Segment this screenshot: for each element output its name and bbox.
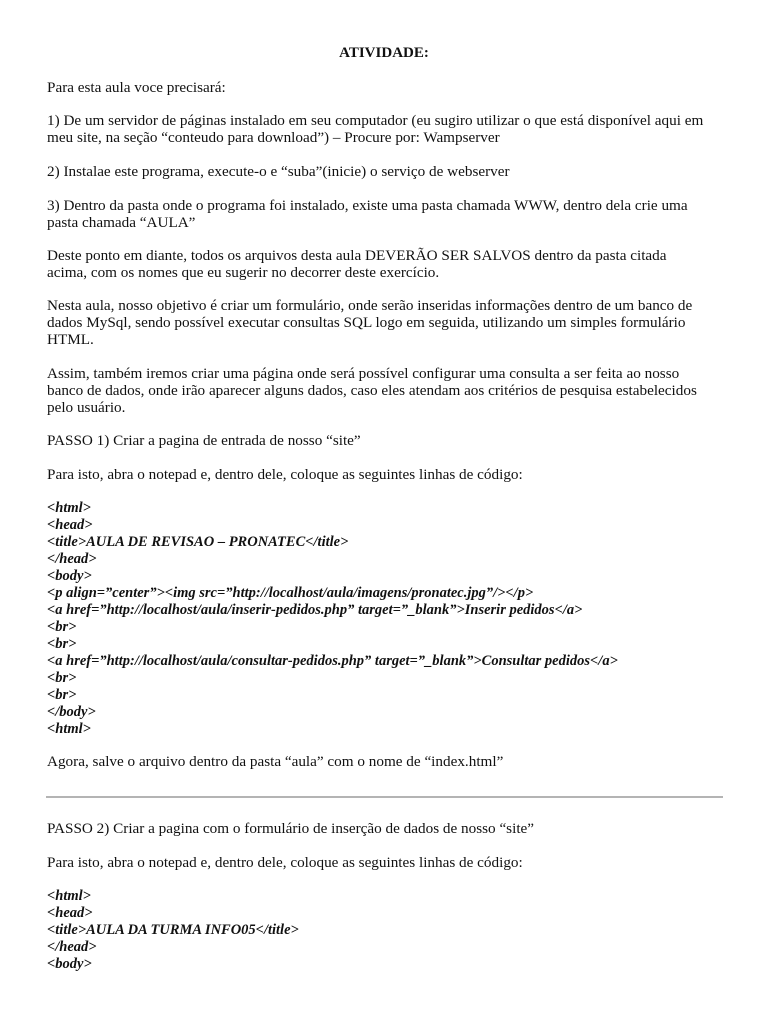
code-1-line: <br>: [47, 687, 77, 703]
horizontal-divider: [46, 796, 723, 798]
item-3-line-2: pasta chamada “AULA”: [47, 214, 196, 231]
code-1-line: </body>: [47, 704, 96, 720]
code-1-line: <body>: [47, 568, 92, 584]
item-3-line-1: 3) Dentro da pasta onde o programa foi instalado, existe uma pasta chamada WWW, dentro dela crie uma: [47, 197, 688, 214]
instruction-2: Para isto, abra o notepad e, dentro dele, coloque as seguintes linhas de código:: [47, 854, 523, 871]
code-2-line: <head>: [47, 905, 93, 921]
paragraph-3-line-3: pelo usuário.: [47, 399, 126, 416]
paragraph-3-line-1: Assim, também iremos criar uma página onde será possível configurar uma consulta a ser feita ao nosso: [47, 365, 680, 382]
paragraph-2-line-2: dados MySql, sendo possível executar consultas SQL logo em seguida, utilizando um simples formulário: [47, 314, 686, 331]
code-2-line: <html>: [47, 888, 91, 904]
passo-1-heading: PASSO 1) Criar a pagina de entrada de nosso “site”: [47, 432, 361, 449]
paragraph-1-line-2: acima, com os nomes que eu sugerir no decorrer deste exercício.: [47, 264, 440, 281]
paragraph-3-line-2: banco de dados, onde irão aparecer alguns dados, caso eles atendam aos critérios de pesquisa estabelecidos: [47, 382, 697, 399]
code-1-line: <br>: [47, 619, 77, 635]
item-1-line-2: meu site, na seção “conteudo para download”) – Procure por: Wampserver: [47, 129, 500, 146]
code-1-line: <html>: [47, 500, 91, 516]
document-title: ATIVIDADE:: [339, 45, 429, 61]
code-2-line: </head>: [47, 939, 97, 955]
item-1-line-1: 1) De um servidor de páginas instalado em seu computador (eu sugiro utilizar o que está disponível aqui em: [47, 112, 704, 129]
instruction-1: Para isto, abra o notepad e, dentro dele, coloque as seguintes linhas de código:: [47, 466, 523, 483]
code-1-line: <head>: [47, 517, 93, 533]
passo-2-heading: PASSO 2) Criar a pagina com o formulário de inserção de dados de nosso “site”: [47, 820, 535, 837]
code-1-line: <html>: [47, 721, 91, 737]
code-1-line: <title>AULA DE REVISAO – PRONATEC</title>: [47, 534, 349, 550]
paragraph-2-line-3: HTML.: [47, 331, 94, 348]
code-1-line: </head>: [47, 551, 97, 567]
code-1-line: <p align=”center”><img src=”http://localhost/aula/imagens/pronatec.jpg”/></p>: [47, 585, 534, 601]
intro-text: Para esta aula voce precisará:: [47, 79, 226, 96]
code-1-line: <br>: [47, 636, 77, 652]
code-1-line: <br>: [47, 670, 77, 686]
item-2: 2) Instalae este programa, execute-o e “suba”(inicie) o serviço de webserver: [47, 163, 510, 180]
code-1-line: <a href=”http://localhost/aula/inserir-pedidos.php” target=”_blank”>Inserir pedidos</a>: [47, 602, 583, 618]
code-2-line: <body>: [47, 956, 92, 972]
paragraph-1-line-1: Deste ponto em diante, todos os arquivos desta aula DEVERÃO SER SALVOS dentro da pasta citada: [47, 247, 667, 264]
paragraph-2-line-1: Nesta aula, nosso objetivo é criar um formulário, onde serão inseridas informações dentro de um banco de: [47, 297, 693, 314]
code-2-line: <title>AULA DA TURMA INFO05</title>: [47, 922, 299, 938]
save-instruction: Agora, salve o arquivo dentro da pasta “aula” com o nome de “index.html”: [47, 753, 504, 770]
code-1-line: <a href=”http://localhost/aula/consultar-pedidos.php” target=”_blank”>Consultar pedidos</a>: [47, 653, 618, 669]
